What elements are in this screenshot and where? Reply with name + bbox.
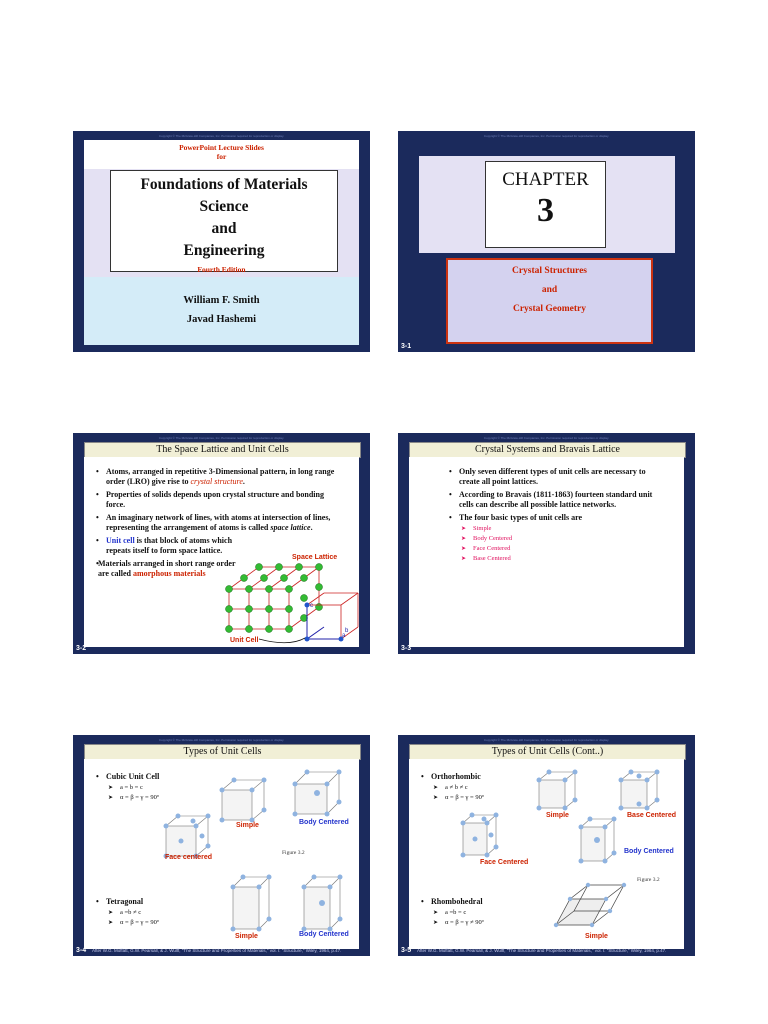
cubic-unit-cell: • Cubic Unit Cell ➤ a = b = c ➤ α = β = γ = 90º — [84, 772, 214, 803]
copyright-notice: Copyright © The McGraw-Hill Companies, Inc. Permission required for reproduction or display. — [158, 436, 285, 440]
label-simple-tetragonal: Simple — [235, 933, 258, 940]
slide-types-of-unit-cells-cont — [398, 735, 695, 956]
slide-number: 3-2 — [76, 645, 87, 652]
slide5-body — [84, 759, 359, 949]
slide-number: 3-3 — [401, 645, 412, 652]
slide-title: Types of Unit Cells — [84, 744, 361, 760]
author-2: Javad Hashemi — [186, 314, 257, 325]
figure-label: Figure 3.2 — [637, 877, 660, 883]
book-title-line3: and — [211, 220, 237, 237]
label-simple: Simple — [236, 822, 259, 829]
chapter-subtitle-box — [446, 258, 653, 344]
label-simple-rhombohedral: Simple — [585, 933, 608, 940]
copyright-notice: Copyright © The McGraw-Hill Companies, Inc. Permission required for reproduction or display. — [158, 738, 285, 742]
book-title-line1: Foundations of Materials — [140, 176, 308, 193]
rhombohedral-relation-2: ➤ α = β = γ ≠ 90º — [431, 918, 539, 928]
slide3-body — [84, 457, 359, 647]
cubic-relation-2: ➤ α = β = γ = 90º — [106, 793, 214, 803]
slide-number: 3-1 — [401, 343, 412, 350]
orthorhombic-relation-2: ➤ α = β = γ = 90º — [431, 793, 539, 803]
bullet-amorphous: • Materials arranged in short range order are called amorphous materials — [84, 559, 238, 579]
copyright-notice: Copyright © The McGraw-Hill Companies, Inc. Permission required for reproduction or display. — [158, 134, 285, 138]
subtitle-line1: Crystal Structures — [511, 266, 588, 276]
type-body-centered: ➤ Body Centered — [459, 534, 657, 544]
rhombohedral-unit-cell: • Rhombohedral ➤ a =b = c ➤ α = β = γ ≠ 90º — [409, 897, 539, 928]
type-simple: ➤ Simple — [459, 524, 657, 534]
chapter-number: 3 — [537, 192, 554, 229]
slide1-author-panel — [84, 277, 359, 345]
slide1-header-panel — [84, 140, 359, 170]
orthorhombic-simple-cell — [535, 768, 581, 812]
label-body-centered: Body Centered — [299, 819, 349, 826]
cubic-body-centered-cell — [291, 768, 343, 818]
book-title-line2: Science — [199, 198, 249, 215]
chapter-panel — [419, 156, 675, 253]
header-line1: PowerPoint Lecture Slides — [179, 143, 264, 152]
label-unit-cell: Unit Cell — [230, 637, 259, 644]
slide6-body — [409, 759, 684, 949]
header-line2: for — [216, 152, 227, 161]
copyright-notice: Copyright © The McGraw-Hill Companies, Inc. Permission required for reproduction or display. — [483, 436, 610, 440]
author-1: William F. Smith — [183, 295, 260, 306]
slide-number: 3-4 — [76, 947, 87, 954]
orthorhombic-face-centered-cell — [459, 811, 501, 859]
cubic-face-centered-cell — [162, 812, 212, 860]
bullet-four-types: • The four basic types of unit cells are ➤ Simple ➤ Body Centered ➤ Face Centered ➤ Base Centered — [437, 513, 657, 564]
figure-label: Figure 3.2 — [282, 850, 305, 856]
label-base-centered: Base Centered — [627, 812, 677, 819]
tetragonal-unit-cell: • Tetragonal ➤ a =b ≠ c ➤ α = β = γ = 90º — [84, 897, 214, 928]
slide-number: 3-5 — [401, 947, 412, 954]
slide-title: The Space Lattice and Unit Cells — [84, 442, 361, 458]
subtitle-line2: and — [541, 285, 558, 295]
bullet-bravais: • According to Bravais (1811-1863) fourteen standard unit cells can describe all possible lattice networks. — [437, 490, 657, 510]
bullet-crystal-structure: • Atoms, arranged in repetitive 3-Dimensional pattern, in long range order (LRO) give rise to crystal structure. — [84, 467, 339, 487]
copyright-notice: Copyright © The McGraw-Hill Companies, Inc. Permission required for reproduction or display. — [483, 738, 610, 742]
tetragonal-body-centered-cell — [300, 873, 346, 933]
copyright-notice: Copyright © The McGraw-Hill Companies, Inc. Permission required for reproduction or display. — [483, 134, 610, 138]
cubic-relation-1: ➤ a = b = c — [106, 783, 214, 793]
slide1-title-panel — [84, 169, 359, 277]
type-face-centered: ➤ Face Centered — [459, 544, 657, 554]
slide-chapter-3 — [398, 131, 695, 352]
space-lattice-diagram — [219, 559, 359, 647]
orthorhombic-body-centered-cell — [577, 815, 619, 865]
tetragonal-relation-2: ➤ α = β = γ = 90º — [106, 918, 214, 928]
bullet-space-lattice: • An imaginary network of lines, with atoms at intersection of lines, representing the arrangement of atoms is called space lattice. — [84, 513, 339, 533]
slide-title: Types of Unit Cells (Cont..) — [409, 744, 686, 760]
slide-title-page — [73, 131, 370, 352]
slide-space-lattice — [73, 433, 370, 654]
axis-label-b: b — [345, 628, 349, 634]
label-space-lattice: Space Lattice — [292, 554, 338, 561]
bullet-unit-cell: • Unit cell is that block of atoms which repeats itself to form space lattice. — [84, 536, 234, 556]
cubic-simple-cell — [218, 776, 268, 824]
slide4-body — [409, 457, 684, 647]
type-base-centered: ➤ Base Centered — [459, 554, 657, 564]
label-face-centered: Face centered — [165, 854, 213, 861]
rhombohedral-relation-1: ➤ a =b = c — [431, 908, 539, 918]
axis-label-c: c — [310, 603, 313, 609]
book-title-line4: Engineering — [183, 242, 265, 259]
bullet-properties: • Properties of solids depends upon crystal structure and bonding force. — [84, 490, 339, 510]
figure-citation: After W.G. Moffatt, G.W. Pearsall, & J. Wulff, "The Structure and Properties of Materials," vol. I: "Structure," Wiley, 1964, p.47. — [417, 948, 667, 953]
orthorhombic-unit-cell: • Orthorhombic ➤ a ≠ b ≠ c ➤ α = β = γ = 90º — [409, 772, 539, 803]
slide-title: Crystal Systems and Bravais Lattice — [409, 442, 686, 458]
rhombohedral-simple-cell — [552, 881, 632, 937]
label-face-centered: Face Centered — [480, 859, 529, 866]
label-body-centered-tetragonal: Body Centered — [299, 931, 349, 938]
axis-label-a: a — [342, 633, 346, 639]
chapter-label: CHAPTER — [502, 169, 589, 190]
label-body-centered: Body Centered — [624, 848, 674, 855]
orthorhombic-relation-1: ➤ a ≠ b ≠ c — [431, 783, 539, 793]
bullet-seven-types: • Only seven different types of unit cells are necessary to create all point lattices. — [437, 467, 657, 487]
slide-types-of-unit-cells — [73, 735, 370, 956]
subtitle-line3: Crystal Geometry — [512, 304, 587, 314]
slide-crystal-systems — [398, 433, 695, 654]
figure-citation: After W.G. Moffatt, G.W. Pearsall, & J. Wulff, "The Structure and Properties of Materials," vol. I: "Structure," Wiley, 1964, p.47. — [92, 948, 342, 953]
orthorhombic-base-centered-cell — [617, 768, 663, 812]
tetragonal-relation-1: ➤ a =b ≠ c — [106, 908, 214, 918]
edition-label: Fourth Edition — [197, 265, 246, 274]
label-simple: Simple — [546, 812, 569, 819]
tetragonal-simple-cell — [229, 873, 275, 933]
